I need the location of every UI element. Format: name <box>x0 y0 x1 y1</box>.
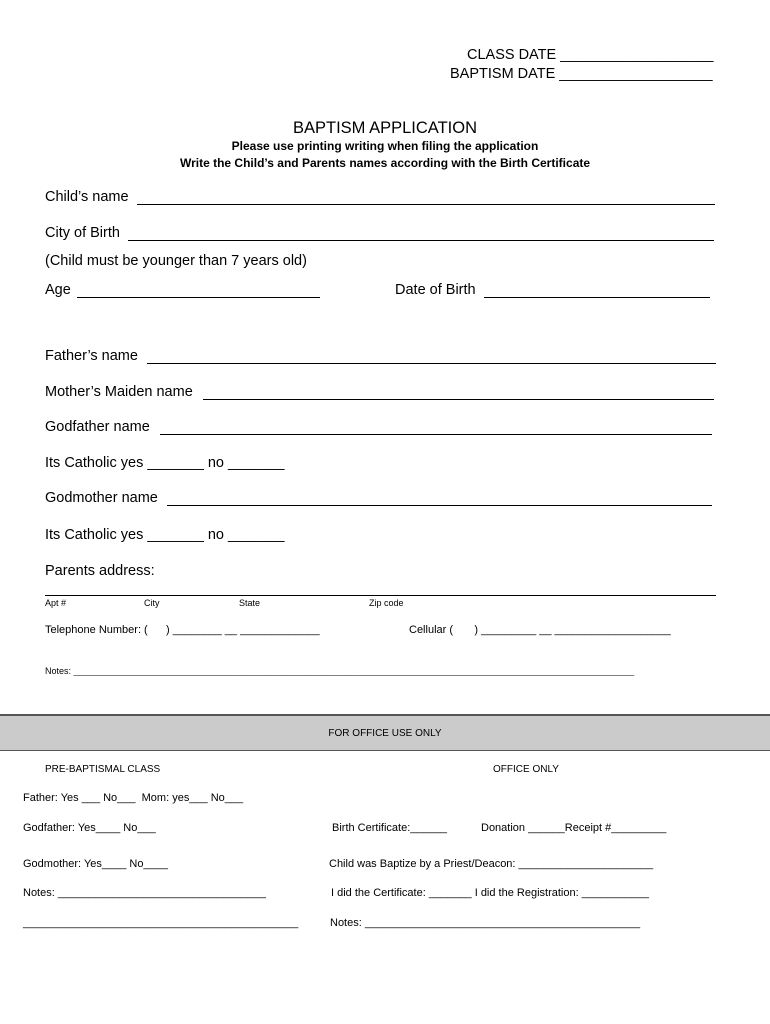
godmother-name-label: Godmother name <box>45 490 158 506</box>
childs-name-line[interactable] <box>137 204 715 205</box>
notes-field[interactable]: Notes: ________________________________________________________________________________________________________________ <box>45 666 635 676</box>
page-title: BAPTISM APPLICATION <box>293 119 477 137</box>
baptism-date-field[interactable]: BAPTISM DATE ___________________ <box>450 66 713 82</box>
mothers-maiden-name-label: Mother’s Maiden name <box>45 384 193 400</box>
godfather-name-label: Godfather name <box>45 419 150 435</box>
birth-certificate-field[interactable]: Birth Certificate:______ <box>332 822 447 834</box>
godmother-name-line[interactable] <box>167 505 712 506</box>
address-city-label: City <box>144 598 160 608</box>
telephone-field[interactable]: Telephone Number: ( ) ________ __ _____________ <box>45 624 320 636</box>
date-of-birth-label: Date of Birth <box>395 282 476 298</box>
godmother-class-field[interactable]: Godmother: Yes____ No____ <box>23 858 168 870</box>
date-of-birth-line[interactable] <box>484 297 710 298</box>
baptized-by-field[interactable]: Child was Baptize by a Priest/Deacon: ______________________ <box>329 858 654 870</box>
office-notes-left-field[interactable]: Notes: __________________________________ <box>23 887 266 899</box>
pre-baptismal-class-heading: PRE-BAPTISMAL CLASS <box>45 764 161 775</box>
parents-address-label: Parents address: <box>45 563 155 579</box>
subtitle-birth-certificate: Write the Child’s and Parents names according with the Birth Certificate <box>179 156 591 170</box>
city-of-birth-label: City of Birth <box>45 225 120 241</box>
godfather-catholic-field[interactable]: Its Catholic yes _______ no _______ <box>45 455 285 471</box>
donation-receipt-field[interactable]: Donation ______Receipt #_________ <box>481 822 667 834</box>
address-zip-label: Zip code <box>369 598 404 608</box>
address-apt-label: Apt # <box>45 598 67 608</box>
certificate-registration-field[interactable]: I did the Certificate: _______ I did the Registration: ___________ <box>331 887 650 899</box>
father-mom-class-field[interactable]: Father: Yes ___ No___ Mom: yes___ No___ <box>23 792 244 804</box>
godmother-catholic-field[interactable]: Its Catholic yes _______ no _______ <box>45 527 285 543</box>
godfather-name-line[interactable] <box>160 434 712 435</box>
age-label: Age <box>45 282 71 298</box>
fathers-name-label: Father’s name <box>45 348 138 364</box>
parents-address-line[interactable] <box>45 595 716 596</box>
city-of-birth-line[interactable] <box>128 240 714 241</box>
godfather-class-field[interactable]: Godfather: Yes____ No___ <box>23 822 156 834</box>
subtitle-printing: Please use printing writing when filing the application <box>231 139 539 153</box>
office-use-label: FOR OFFICE USE ONLY <box>328 728 442 739</box>
cellular-field[interactable]: Cellular ( ) _________ __ ___________________ <box>409 624 671 636</box>
address-state-label: State <box>239 598 261 608</box>
mothers-maiden-name-line[interactable] <box>203 399 714 400</box>
age-note: (Child must be younger than 7 years old) <box>45 253 307 269</box>
childs-name-label: Child’s name <box>45 189 129 205</box>
office-only-heading: OFFICE ONLY <box>493 764 559 775</box>
office-notes-right-field[interactable]: Notes: _____________________________________________ <box>330 917 641 929</box>
fathers-name-line[interactable] <box>147 363 716 364</box>
age-line[interactable] <box>77 297 320 298</box>
office-blank-line[interactable]: _____________________________________________ <box>23 917 299 929</box>
class-date-field[interactable]: CLASS DATE ___________________ <box>467 47 714 63</box>
